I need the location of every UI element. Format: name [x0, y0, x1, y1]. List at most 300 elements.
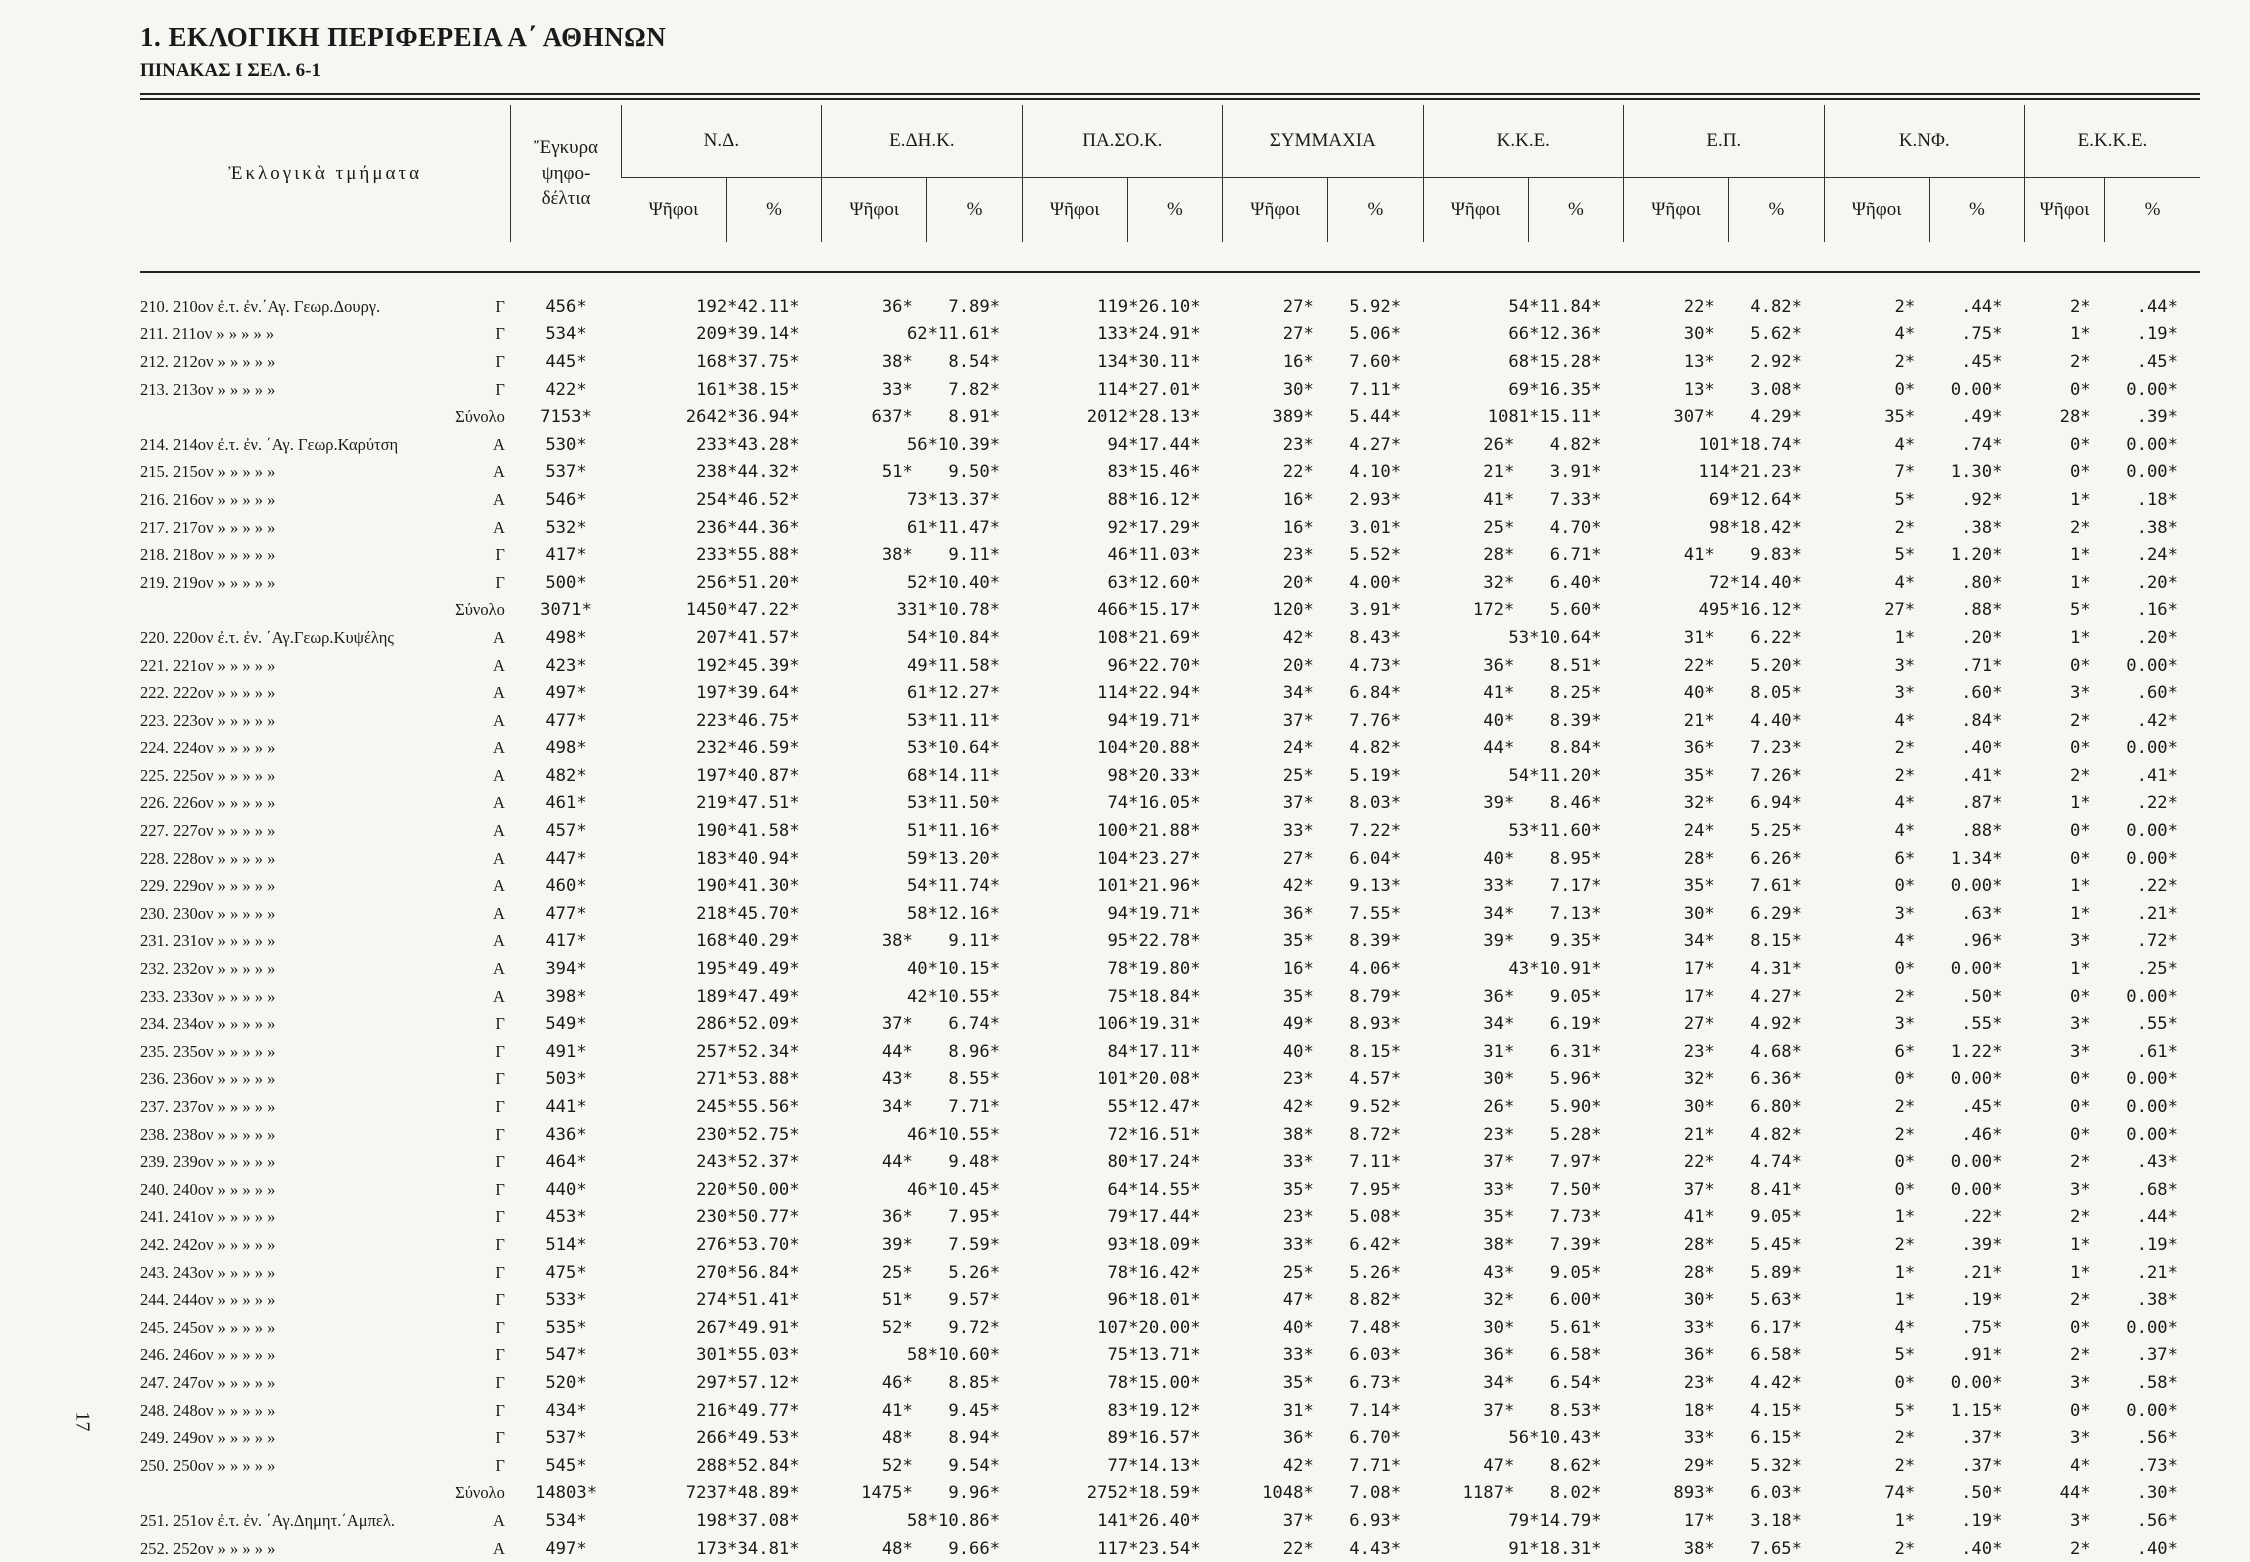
party-votes-cell: 1* — [2069, 793, 2091, 814]
party-percent-cell: 7.11* — [1349, 1152, 1402, 1173]
party-votes-percent-cell: 61*12.27* — [906, 683, 1001, 704]
party-votes-percent-cell: 72*14.40* — [1708, 572, 1802, 593]
party-votes-cell: 37* — [1282, 710, 1314, 731]
party-percent-cell: 8.02* — [1549, 1483, 1602, 1504]
party-percent-cell: 6.03* — [1750, 1483, 1802, 1504]
district-name: 218. 218ον » » » » » — [140, 545, 276, 565]
party-votes-cell: 0* — [1894, 1152, 1916, 1173]
party-percent-cell: 8.03* — [1349, 793, 1402, 814]
party-votes-cell: 30* — [1483, 1317, 1515, 1338]
district-code: Α — [492, 821, 505, 841]
table-row — [140, 790, 2200, 818]
party-votes-cell: 30* — [1683, 903, 1715, 924]
district-name: 226. 226ον » » » » » — [140, 793, 276, 813]
party-votes-cell: 0* — [2069, 821, 2091, 842]
valid-ballots-cell: 460* — [545, 876, 587, 897]
party-percent-cell: 9.11* — [948, 931, 1001, 952]
table-row — [140, 1204, 2200, 1232]
party-percent-cell: 4.27* — [1349, 434, 1402, 455]
subtotal-row — [140, 403, 2200, 431]
party-votes-cell: 32* — [1683, 793, 1715, 814]
district-code: Α — [492, 434, 505, 454]
district-code: Γ — [495, 324, 505, 344]
party-votes-percent-cell: 74*16.05* — [1107, 793, 1201, 814]
party-percent-cell: 8.85* — [948, 1372, 1001, 1393]
party-percent-cell: .38* — [2136, 517, 2178, 538]
party-votes-cell: 35* — [1282, 986, 1314, 1007]
party-votes-cell: 20* — [1282, 572, 1314, 593]
party-votes-percent-cell: 78*15.00* — [1107, 1372, 1201, 1393]
table-row — [140, 1507, 2200, 1535]
party-votes-percent-cell: 69*12.64* — [1708, 489, 1802, 510]
row-label — [140, 679, 511, 707]
valid-ballots-cell: 537* — [545, 1428, 587, 1449]
party-votes-cell: 52* — [881, 1317, 913, 1338]
party-percent-cell: 6.03* — [1349, 1345, 1402, 1366]
party-percent-cell: 7.33* — [1549, 489, 1602, 510]
party-votes-cell: 33* — [1483, 1179, 1515, 1200]
table-row — [140, 1093, 2200, 1121]
row-label — [140, 1204, 511, 1232]
party-votes-cell: 4* — [1894, 572, 1916, 593]
party-votes-cell: 36* — [1683, 1345, 1715, 1366]
district-name: 231. 231ον » » » » » — [140, 931, 276, 951]
party-votes-percent-cell: 233*43.28* — [696, 434, 800, 455]
row-label — [140, 376, 511, 404]
party-votes-cell: 48* — [881, 1428, 913, 1449]
district-code: Α — [492, 931, 505, 951]
valid-ballots-cell: 547* — [545, 1345, 587, 1366]
party-percent-cell: .42* — [2136, 710, 2178, 731]
party-votes-cell: 2* — [1894, 1428, 1916, 1449]
party-percent-cell: 0.00* — [2126, 379, 2178, 400]
district-name: 228. 228ον » » » » » — [140, 848, 276, 868]
party-percent-cell: 4.40* — [1750, 710, 1802, 731]
party-votes-percent-cell: 98*18.42* — [1708, 517, 1802, 538]
table-row — [140, 1342, 2200, 1370]
party-percent-cell: 6.19* — [1549, 1014, 1602, 1035]
percent-subheader: % — [1729, 178, 1824, 243]
party-percent-cell: 6.93* — [1349, 1510, 1402, 1531]
party-votes-cell: 1* — [2069, 572, 2091, 593]
party-votes-percent-cell: 49*11.58* — [906, 655, 1001, 676]
party-votes-cell: 17* — [1683, 986, 1715, 1007]
top-rule — [140, 93, 2200, 95]
row-label — [140, 1010, 511, 1038]
district-code: Α — [492, 489, 505, 509]
party-votes-percent-cell: 98*20.33* — [1107, 765, 1201, 786]
party-votes-percent-cell: 46*11.03* — [1107, 545, 1201, 566]
party-votes-cell: 1* — [1894, 1262, 1916, 1283]
valid-ballots-cell: 394* — [545, 959, 587, 980]
party-votes-cell: 40* — [1483, 848, 1515, 869]
party-votes-cell: 1187* — [1462, 1483, 1515, 1504]
percent-subheader: % — [1929, 178, 2024, 243]
party-votes-cell: 36* — [1683, 738, 1715, 759]
party-percent-cell: 9.35* — [1549, 931, 1602, 952]
district-code: Α — [492, 848, 505, 868]
party-votes-cell: 49* — [1282, 1014, 1314, 1035]
row-label — [140, 955, 511, 983]
party-votes-cell: 52* — [881, 1455, 913, 1476]
party-percent-cell: 0.00* — [1950, 1069, 2003, 1090]
valid-ballots-cell: 534* — [545, 324, 587, 345]
party-votes-percent-cell: 266*49.53* — [696, 1428, 800, 1449]
party-votes-cell: 23* — [1483, 1124, 1515, 1145]
row-label — [140, 624, 511, 652]
district-code: Γ — [495, 1014, 505, 1034]
party-percent-cell: 4.82* — [1349, 738, 1402, 759]
valid-ballots-cell: 500* — [545, 572, 587, 593]
party-percent-cell: .55* — [2136, 1014, 2178, 1035]
party-votes-percent-cell: 190*41.58* — [696, 821, 800, 842]
party-votes-cell: 43* — [881, 1069, 913, 1090]
party-votes-cell: 21* — [1683, 1124, 1715, 1145]
party-votes-percent-cell: 274*51.41* — [696, 1290, 800, 1311]
party-percent-cell: 5.52* — [1349, 545, 1402, 566]
party-votes-percent-cell: 92*17.29* — [1107, 517, 1201, 538]
party-votes-percent-cell: 101*18.74* — [1698, 434, 1802, 455]
party-percent-cell: 5.32* — [1750, 1455, 1802, 1476]
party-votes-cell: 6* — [1894, 848, 1916, 869]
district-name: 239. 239ον » » » » » — [140, 1152, 276, 1172]
party-votes-cell: 30* — [1683, 1290, 1715, 1311]
party-votes-cell: 32* — [1483, 572, 1515, 593]
party-votes-percent-cell: 104*20.88* — [1097, 738, 1201, 759]
row-label — [140, 348, 511, 376]
party-percent-cell: 6.80* — [1750, 1097, 1802, 1118]
party-votes-cell: 36* — [881, 1207, 913, 1228]
party-percent-cell: 5.90* — [1549, 1097, 1602, 1118]
party-percent-cell: .80* — [1961, 572, 2003, 593]
party-percent-cell: 5.60* — [1549, 600, 1602, 621]
table-row — [140, 569, 2200, 597]
row-label — [140, 1121, 511, 1149]
party-votes-percent-cell: 173*34.81* — [696, 1538, 800, 1559]
party-votes-cell: 5* — [1894, 1400, 1916, 1421]
party-votes-percent-cell: 230*52.75* — [696, 1124, 800, 1145]
party-percent-cell: .45* — [2136, 351, 2178, 372]
row-label — [140, 845, 511, 873]
party-percent-cell: .91* — [1961, 1345, 2003, 1366]
party-percent-cell: 9.45* — [948, 1400, 1001, 1421]
party-votes-percent-cell: 238*44.32* — [696, 462, 800, 483]
district-name: 211. 211ον » » » » » — [140, 324, 275, 344]
top-rule-inner — [140, 98, 2200, 100]
party-percent-cell: .40* — [1961, 1538, 2003, 1559]
percent-subheader: % — [1127, 178, 1222, 243]
party-votes-cell: 2* — [2069, 1538, 2091, 1559]
percent-subheader: % — [2105, 178, 2200, 243]
party-votes-percent-cell: 95*22.78* — [1107, 931, 1201, 952]
table-row — [140, 514, 2200, 542]
party-percent-cell: .46* — [1961, 1124, 2003, 1145]
party-votes-cell: 41* — [1483, 489, 1515, 510]
party-percent-cell: .41* — [2136, 765, 2178, 786]
party-votes-percent-cell: 286*52.09* — [696, 1014, 800, 1035]
party-votes-cell: 25* — [1282, 765, 1314, 786]
party-percent-cell: 0.00* — [2126, 986, 2178, 1007]
party-percent-cell: 0.00* — [2126, 738, 2178, 759]
party-percent-cell: 9.48* — [948, 1152, 1001, 1173]
party-percent-cell: .22* — [2136, 793, 2178, 814]
party-percent-cell: 7.23* — [1750, 738, 1802, 759]
party-votes-cell: 27* — [1884, 600, 1916, 621]
row-label — [140, 459, 511, 487]
party-percent-cell: 0.00* — [1950, 1372, 2003, 1393]
party-percent-cell: .19* — [2136, 1234, 2178, 1255]
party-votes-percent-cell: 230*50.77* — [696, 1207, 800, 1228]
party-votes-percent-cell: 96*22.70* — [1107, 655, 1201, 676]
district-code: Γ — [495, 572, 505, 592]
district-name: 227. 227ον » » » » » — [140, 821, 276, 841]
party-votes-percent-cell: 141*26.40* — [1097, 1510, 1201, 1531]
party-percent-cell: 4.00* — [1349, 572, 1402, 593]
table-row — [140, 1314, 2200, 1342]
votes-subheader: Ψῆφοι — [1824, 178, 1929, 243]
party-percent-cell: 9.96* — [948, 1483, 1001, 1504]
party-votes-cell: 37* — [1483, 1152, 1515, 1173]
party-votes-cell: 33* — [1282, 1345, 1314, 1366]
party-votes-cell: 36* — [1282, 903, 1314, 924]
party-votes-cell: 16* — [1282, 959, 1314, 980]
party-votes-cell: 22* — [1282, 1538, 1314, 1559]
district-name: 221. 221ον » » » » » — [140, 655, 276, 675]
party-votes-cell: 4* — [1894, 710, 1916, 731]
party-percent-cell: 6.74* — [948, 1014, 1001, 1035]
party-votes-cell: 40* — [1683, 683, 1715, 704]
party-percent-cell: 4.06* — [1349, 959, 1402, 980]
party-percent-cell: .38* — [2136, 1290, 2178, 1311]
percent-subheader: % — [1528, 178, 1623, 243]
party-votes-percent-cell: 42*10.55* — [906, 986, 1001, 1007]
party-votes-cell: 30* — [1683, 324, 1715, 345]
party-votes-percent-cell: 52*10.40* — [906, 572, 1001, 593]
party-percent-cell: .44* — [2136, 296, 2178, 317]
party-votes-percent-cell: 209*39.14* — [696, 324, 800, 345]
district-name: 248. 248ον » » » » » — [140, 1400, 276, 1420]
party-percent-cell: 0.00* — [1950, 1152, 2003, 1173]
party-votes-percent-cell: 495*16.12* — [1698, 600, 1802, 621]
party-percent-cell: 9.05* — [1549, 986, 1602, 1007]
party-votes-percent-cell: 54*11.20* — [1508, 765, 1602, 786]
row-label — [140, 597, 511, 625]
party-votes-cell: 23* — [1683, 1041, 1715, 1062]
party-percent-cell: 5.92* — [1349, 296, 1402, 317]
party-percent-cell: .22* — [2136, 876, 2178, 897]
party-votes-cell: 38* — [1282, 1124, 1314, 1145]
party-percent-cell: 6.71* — [1549, 545, 1602, 566]
table-row — [140, 762, 2200, 790]
party-percent-cell: .19* — [1961, 1510, 2003, 1531]
valid-ballots-cell: 537* — [545, 462, 587, 483]
party-votes-percent-cell: 106*19.31* — [1097, 1014, 1201, 1035]
row-label — [140, 983, 511, 1011]
party-percent-cell: 7.89* — [948, 296, 1001, 317]
party-votes-percent-cell: 54*11.84* — [1508, 296, 1602, 317]
party-votes-percent-cell: 466*15.17* — [1097, 600, 1201, 621]
party-votes-cell: 35* — [1282, 1179, 1314, 1200]
party-votes-cell: 3* — [2069, 1372, 2091, 1393]
party-votes-percent-cell: 46*10.55* — [906, 1124, 1001, 1145]
party-percent-cell: 8.53* — [1549, 1400, 1602, 1421]
party-percent-cell: .21* — [1961, 1262, 2003, 1283]
party-votes-cell: 23* — [1683, 1372, 1715, 1393]
party-percent-cell: .43* — [2136, 1152, 2178, 1173]
row-label — [140, 1480, 511, 1508]
party-votes-cell: 1* — [1894, 1510, 1916, 1531]
table-row — [140, 955, 2200, 983]
party-votes-cell: 2* — [1894, 1455, 1916, 1476]
party-votes-percent-cell: 46*10.45* — [906, 1179, 1001, 1200]
party-percent-cell: .88* — [1961, 821, 2003, 842]
party-votes-cell: 120* — [1272, 600, 1314, 621]
party-percent-cell: 6.31* — [1549, 1041, 1602, 1062]
party-votes-cell: 16* — [1282, 351, 1314, 372]
party-votes-cell: 23* — [1282, 545, 1314, 566]
party-votes-percent-cell: 207*41.57* — [696, 627, 800, 648]
valid-ballots-cell: 461* — [545, 793, 587, 814]
party-percent-cell: 3.91* — [1349, 600, 1402, 621]
party-votes-cell: 2* — [2069, 1152, 2091, 1173]
party-votes-cell: 2* — [2069, 1207, 2091, 1228]
valid-ballots-cell: 498* — [545, 738, 587, 759]
party-votes-percent-cell: 40*10.15* — [906, 959, 1001, 980]
party-votes-cell: 1* — [2069, 627, 2091, 648]
party-percent-cell: 5.26* — [1349, 1262, 1402, 1283]
party-percent-cell: .21* — [2136, 1262, 2178, 1283]
party-votes-percent-cell: 56*10.43* — [1508, 1428, 1602, 1449]
party-percent-cell: 0.00* — [2126, 462, 2178, 483]
party-percent-cell: 7.14* — [1349, 1400, 1402, 1421]
valid-ballots-cell: 417* — [545, 931, 587, 952]
district-code: Α — [492, 462, 505, 482]
party-percent-cell: .74* — [1961, 434, 2003, 455]
party-votes-percent-cell: 114*21.23* — [1698, 462, 1802, 483]
row-label — [140, 928, 511, 956]
party-votes-percent-cell: 114*22.94* — [1097, 683, 1201, 704]
party-percent-cell: 3.01* — [1349, 517, 1402, 538]
party-percent-cell: 6.42* — [1349, 1234, 1402, 1255]
party-votes-cell: 3* — [2069, 683, 2091, 704]
party-votes-cell: 2* — [2069, 1345, 2091, 1366]
party-votes-percent-cell: 301*55.03* — [696, 1345, 800, 1366]
party-percent-cell: 5.08* — [1349, 1207, 1402, 1228]
party-percent-cell: 6.73* — [1349, 1372, 1402, 1393]
party-votes-percent-cell: 43*10.91* — [1508, 959, 1602, 980]
party-percent-cell: 6.17* — [1750, 1317, 1802, 1338]
party-percent-cell: 5.45* — [1750, 1234, 1802, 1255]
party-votes-cell: 38* — [1483, 1234, 1515, 1255]
party-votes-cell: 31* — [1683, 627, 1715, 648]
party-votes-cell: 33* — [881, 379, 913, 400]
party-percent-cell: 9.72* — [948, 1317, 1001, 1338]
party-percent-cell: 7.13* — [1549, 903, 1602, 924]
party-votes-percent-cell: 218*45.70* — [696, 903, 800, 924]
party-percent-cell: .39* — [1961, 1234, 2003, 1255]
table-row — [140, 735, 2200, 763]
party-votes-cell: 36* — [1483, 986, 1515, 1007]
party-votes-cell: 1048* — [1262, 1483, 1314, 1504]
party-percent-cell: 5.44* — [1349, 407, 1402, 428]
party-votes-cell: 28* — [2059, 407, 2091, 428]
party-votes-cell: 4* — [1894, 793, 1916, 814]
valid-ballots-cell: 520* — [545, 1372, 587, 1393]
valid-ballots-cell: 497* — [545, 1538, 587, 1559]
valid-ballots-cell: 475* — [545, 1262, 587, 1283]
party-votes-cell: 1* — [2069, 959, 2091, 980]
party-votes-cell: 51* — [881, 462, 913, 483]
party-votes-percent-cell: 72*16.51* — [1107, 1124, 1201, 1145]
party-votes-cell: 37* — [881, 1014, 913, 1035]
party-votes-cell: 2* — [1894, 296, 1916, 317]
party-votes-cell: 1* — [2069, 1234, 2091, 1255]
party-votes-percent-cell: 53*11.60* — [1508, 821, 1602, 842]
row-label — [140, 1452, 511, 1480]
party-votes-cell: 4* — [1894, 931, 1916, 952]
district-code: Γ — [495, 1124, 505, 1144]
party-percent-cell: 8.95* — [1549, 848, 1602, 869]
party-percent-cell: .37* — [1961, 1428, 2003, 1449]
party-votes-cell: 26* — [1483, 1097, 1515, 1118]
party-percent-cell: .44* — [1961, 296, 2003, 317]
row-label — [140, 1314, 511, 1342]
party-percent-cell: 5.28* — [1549, 1124, 1602, 1145]
party-votes-cell: 30* — [1282, 379, 1314, 400]
valid-ballots-cell: 546* — [545, 489, 587, 510]
party-votes-percent-cell: 93*18.09* — [1107, 1234, 1201, 1255]
party-votes-percent-cell: 190*41.30* — [696, 876, 800, 897]
party-percent-cell: .41* — [1961, 765, 2003, 786]
row-label — [140, 403, 511, 431]
party-votes-cell: 16* — [1282, 517, 1314, 538]
party-votes-percent-cell: 56*10.39* — [906, 434, 1001, 455]
party-percent-cell: .44* — [2136, 1207, 2178, 1228]
percent-subheader: % — [927, 178, 1022, 243]
valid-ballots-header — [511, 105, 621, 242]
party-percent-cell: 9.83* — [1750, 545, 1802, 566]
party-votes-percent-cell: 80*17.24* — [1107, 1152, 1201, 1173]
party-votes-cell: 43* — [1483, 1262, 1515, 1283]
party-votes-percent-cell: 7237*48.89* — [685, 1483, 800, 1504]
party-votes-cell: 5* — [2069, 600, 2091, 621]
row-label — [140, 652, 511, 680]
party-percent-cell: .18* — [2136, 489, 2178, 510]
party-percent-cell: .20* — [2136, 572, 2178, 593]
party-votes-cell: 1* — [1894, 1207, 1916, 1228]
party-percent-cell: 5.89* — [1750, 1262, 1802, 1283]
party-votes-percent-cell: 270*56.84* — [696, 1262, 800, 1283]
party-votes-cell: 36* — [881, 296, 913, 317]
party-votes-percent-cell: 1450*47.22* — [685, 600, 800, 621]
party-votes-cell: 1* — [2069, 1262, 2091, 1283]
district-code: Γ — [495, 545, 505, 565]
table-row — [140, 679, 2200, 707]
party-percent-cell: .75* — [1961, 1317, 2003, 1338]
party-percent-cell: 8.91* — [948, 407, 1001, 428]
party-votes-cell: 47* — [1282, 1290, 1314, 1311]
party-header-pasok: ΠΑ.ΣΟ.Κ. — [1022, 105, 1222, 178]
party-votes-percent-cell: 62*11.61* — [906, 324, 1001, 345]
party-percent-cell: 2.92* — [1750, 351, 1802, 372]
party-percent-cell: 4.57* — [1349, 1069, 1402, 1090]
table-row — [140, 1176, 2200, 1204]
party-votes-cell: 33* — [1683, 1428, 1715, 1449]
party-percent-cell: 8.54* — [948, 351, 1001, 372]
party-percent-cell: 1.20* — [1950, 545, 2003, 566]
party-votes-cell: 34* — [1483, 1014, 1515, 1035]
valid-ballots-cell: 423* — [545, 655, 587, 676]
